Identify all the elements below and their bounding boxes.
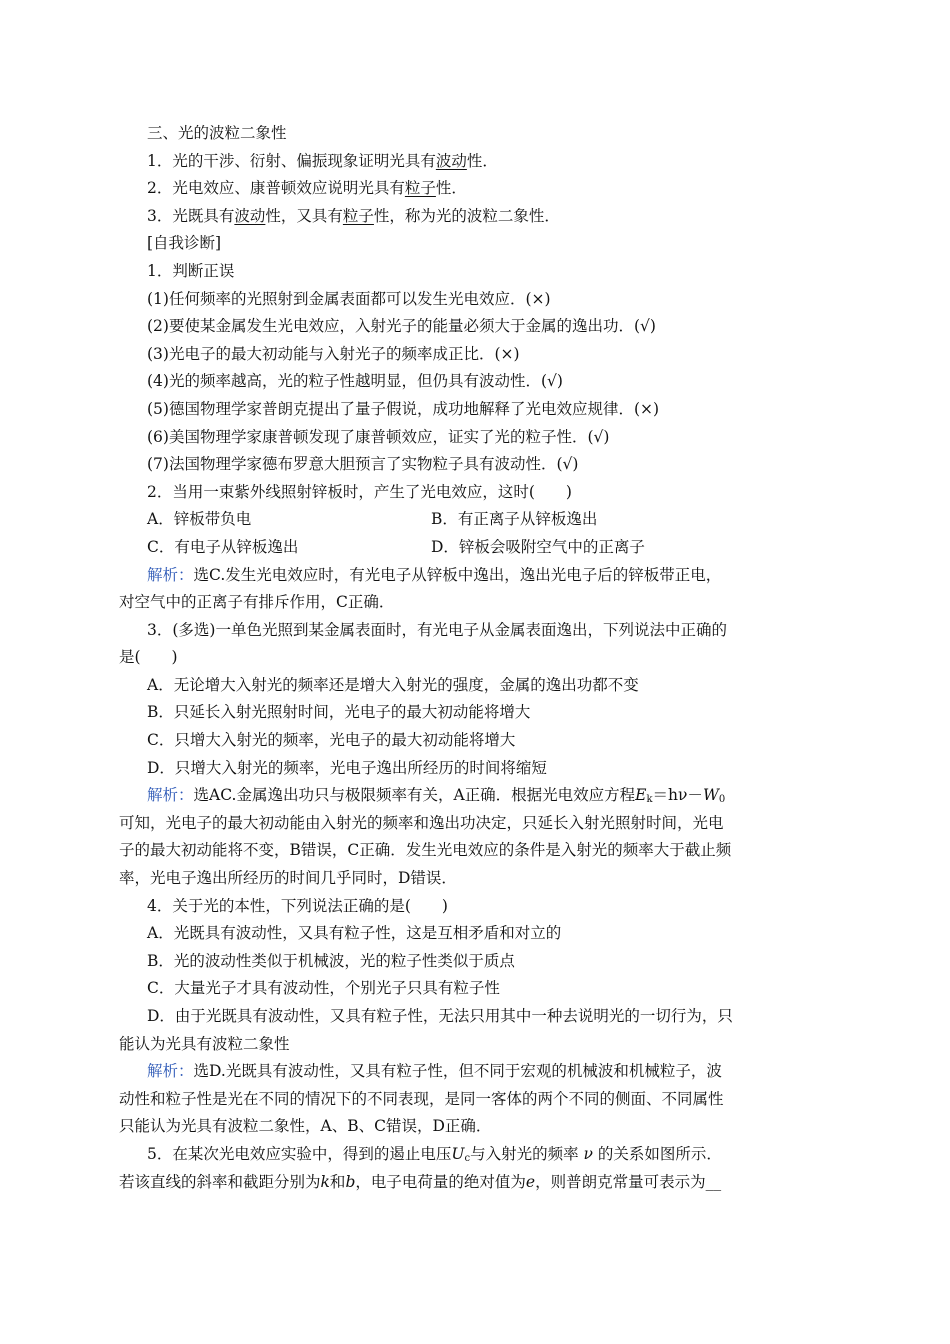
option-d: D．只增大入射光的频率，光电子逸出所经历的时间将缩短 bbox=[147, 758, 547, 777]
option-c: C．有电子从锌板逸出 bbox=[147, 537, 299, 556]
section-title: 三、光的波粒二象性 bbox=[147, 124, 287, 142]
question-3-analysis-cont: 可知，光电子的最大初动能由入射光的频率和逸出功决定，只延长入射光照射时间，光电 bbox=[119, 813, 724, 832]
option-d: D．锌板会吸附空气中的正离子 bbox=[431, 537, 645, 556]
question-3-analysis-cont: 子的最大初动能将不变，B错误，C正确．发生光电效应的条件是入射光的频率大于截止频 bbox=[119, 841, 732, 860]
option-d: D．由于光既具有波动性，又具有粒子性，无法只用其中一种去说明光的一切行为，只 bbox=[147, 1007, 733, 1025]
analysis-label: 解析： bbox=[147, 1062, 194, 1081]
question-2-options-row bbox=[147, 506, 807, 534]
question-2-options-row bbox=[147, 534, 807, 562]
option-c: C．只增大入射光的频率，光电子的最大初动能将增大 bbox=[147, 731, 516, 750]
option-b: B．只延长入射光照射时间，光电子的最大初动能将增大 bbox=[147, 703, 531, 722]
blank-answer: 波动 bbox=[435, 151, 467, 170]
question-4-analysis-cont: 动性和粒子性是光在不同的情况下的不同表现，是同一客体的两个不同的侧面、不同属性 bbox=[119, 1089, 724, 1108]
question-5-stem: 5．在某次光电效应实验中，得到的遏止电压$U_c$与入射光的频率 ν 的关系如图所示． bbox=[147, 1144, 722, 1164]
question-2-analysis: 解析：选C.发生光电效应时，有光电子从锌板中逸出，逸出光电子后的锌板带正电， bbox=[147, 565, 722, 584]
question-3-stem: 3．(多选)一单色光照到某金属表面时，有光电子从金属表面逸出，下列说法中正确的 bbox=[147, 620, 727, 639]
question-4-analysis: 解析：选D.光既具有波动性，又具有粒子性，但不同于宏观的机械波和机械粒子，波 bbox=[147, 1062, 722, 1081]
option-a: A．光既具有波动性，又具有粒子性，这是互相矛盾和对立的 bbox=[147, 924, 562, 943]
question-4-stem: 4．关于光的本性，下列说法正确的是( ) bbox=[147, 896, 448, 915]
blank-answer: 粒子 bbox=[404, 179, 436, 198]
question-5-stem-cont: 若该直线的斜率和截距分别为k和b，电子电荷量的绝对值为e，则普朗克常量可表示为__ bbox=[119, 1172, 722, 1191]
document-body bbox=[119, 120, 807, 1196]
option-a: A．无论增大入射光的频率还是增大入射光的强度，金属的逸出功都不变 bbox=[147, 675, 639, 694]
option-c: C．大量光子才具有波动性，个别光子只具有粒子性 bbox=[147, 979, 500, 998]
point-2: 2．光电效应、康普顿效应说明光具有粒子性． bbox=[147, 179, 467, 198]
judgement-item: (7)法国物理学家德布罗意大胆预言了实物粒子具有波动性．(√) bbox=[147, 455, 579, 474]
blank-answer: 粒子 bbox=[342, 206, 374, 225]
analysis-label: 解析： bbox=[147, 565, 194, 584]
judgement-item: (1)任何频率的光照射到金属表面都可以发生光电效应．(×) bbox=[147, 289, 551, 308]
judgement-item: (5)德国物理学家普朗克提出了量子假说，成功地解释了光电效应规律．(×) bbox=[147, 399, 660, 418]
judgement-item: (2)要使某金属发生光电效应，入射光子的能量必须大于金属的逸出功．(√) bbox=[147, 317, 656, 336]
option-b: B．光的波动性类似于机械波，光的粒子性类似于质点 bbox=[147, 951, 515, 970]
option-b: B．有正离子从锌板逸出 bbox=[431, 510, 598, 529]
question-1-title: 1．判断正误 bbox=[147, 261, 235, 280]
point-1: 1．光的干涉、衍射、偏振现象证明光具有波动性． bbox=[147, 151, 498, 170]
judgement-item: (4)光的频率越高，光的粒子性越明显，但仍具有波动性．(√) bbox=[147, 372, 563, 391]
question-4-analysis-cont: 只能认为光具有波粒二象性，A、B、C错误，D正确． bbox=[119, 1117, 492, 1136]
question-3-analysis-cont: 率，光电子逸出所经历的时间几乎同时，D错误． bbox=[119, 869, 457, 888]
analysis-label: 解析： bbox=[147, 786, 194, 805]
option-a: A．锌板带负电 bbox=[147, 510, 252, 529]
self-diagnosis-header: [自我诊断] bbox=[147, 234, 222, 253]
question-3-stem-cont: 是( ) bbox=[119, 648, 178, 667]
option-d-cont: 能认为光具有波粒二象性 bbox=[119, 1034, 290, 1053]
judgement-item: (6)美国物理学家康普顿发现了康普顿效应，证实了光的粒子性．(√) bbox=[147, 427, 610, 446]
judgement-item: (3)光电子的最大初动能与入射光子的频率成正比．(×) bbox=[147, 344, 520, 363]
point-3: 3．光既具有波动性，又具有粒子性，称为光的波粒二象性． bbox=[147, 206, 560, 225]
question-2-stem: 2．当用一束紫外线照射锌板时，产生了光电效应，这时( ) bbox=[147, 482, 572, 501]
blank-answer: 波动 bbox=[234, 206, 266, 225]
question-2-analysis-cont: 对空气中的正离子有排斥作用，C正确． bbox=[119, 593, 395, 612]
question-3-analysis: 解析：选AC.金属逸出功只与极限频率有关，A正确．根据光电效应方程$E_k=h\nu-W_0$ bbox=[147, 786, 726, 806]
